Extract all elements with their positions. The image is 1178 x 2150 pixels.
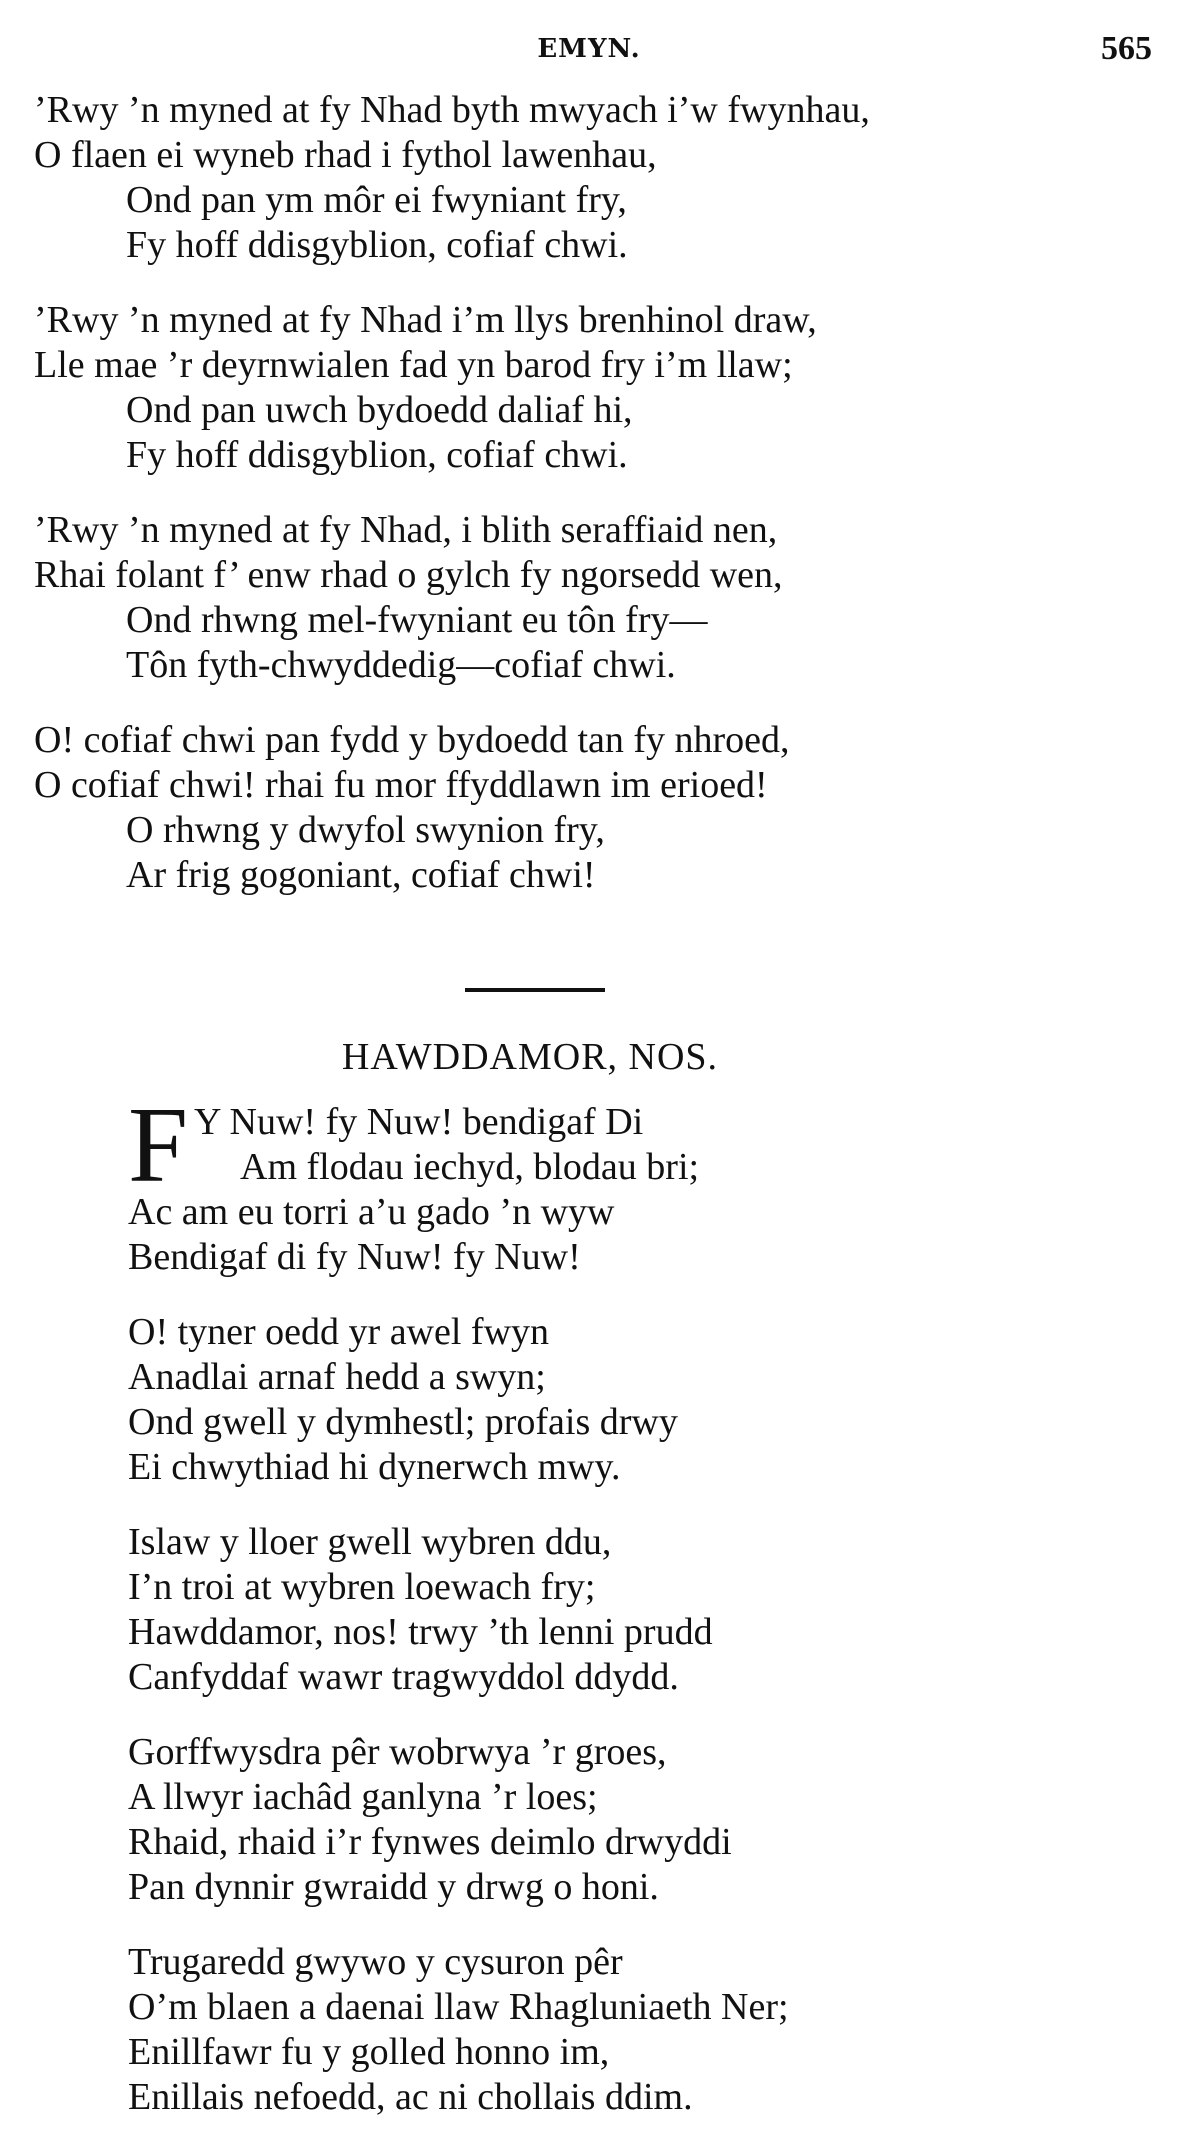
verse-line: Ond pan uwch bydoedd daliaf hi, xyxy=(126,389,633,431)
verse-line: O flaen ei wyneb rhad i fythol lawenhau, xyxy=(34,134,657,176)
section-divider xyxy=(465,988,605,992)
verse-line: Gorffwysdra pêr wobrwya ’r groes, xyxy=(128,1731,667,1773)
stanza xyxy=(34,718,1154,898)
poem-title: HAWDDAMOR, NOS. xyxy=(341,1036,719,1078)
verse-line: O cofiaf chwi! rhai fu mor ffyddlawn im erioed! xyxy=(34,764,768,806)
verse-line: O! tyner oedd yr awel fwyn xyxy=(128,1311,550,1353)
verse-line: ’Rwy ’n myned at fy Nhad byth mwyach i’w fwynhau, xyxy=(34,89,870,131)
stanza xyxy=(34,1086,1154,1280)
poem-two xyxy=(34,1086,1154,2150)
verse-line: Pan dynnir gwraidd y drwg o honi. xyxy=(128,1866,659,1908)
page-number: 565 xyxy=(1101,30,1152,67)
verse-line: Enillfawr fu y golled honno im, xyxy=(128,2031,610,2073)
verse-line: A llwyr iachâd ganlyna ’r loes; xyxy=(128,1776,598,1818)
stanza xyxy=(34,1310,1154,1490)
verse-line: Lle mae ’r deyrnwialen fad yn barod fry i’m llaw; xyxy=(34,344,793,386)
verse-line: Anadlai arnaf hedd a swyn; xyxy=(128,1356,546,1398)
poem-one xyxy=(34,88,1154,928)
stanza xyxy=(34,298,1154,478)
stanza xyxy=(34,508,1154,688)
verse-line: Trugaredd gwywo y cysuron pêr xyxy=(128,1941,623,1983)
running-title: EMYN. xyxy=(537,34,641,64)
verse-line: Y Nuw! fy Nuw! bendigaf Di xyxy=(194,1101,644,1143)
stanza xyxy=(34,1730,1154,1910)
stanza xyxy=(34,1940,1154,2120)
verse-line: Ond gwell y dymhestl; profais drwy xyxy=(128,1401,678,1443)
verse-line: O’m blaen a daenai llaw Rhagluniaeth Ner; xyxy=(128,1986,789,2028)
verse-line: Am flodau iechyd, blodau bri; xyxy=(240,1146,700,1188)
verse-line: ’Rwy ’n myned at fy Nhad i’m llys brenhinol draw, xyxy=(34,299,817,341)
verse-line: Tôn fyth-chwyddedig—cofiaf chwi. xyxy=(126,644,676,686)
stanza xyxy=(34,88,1154,268)
verse-line: Ac am eu torri a’u gado ’n wyw xyxy=(128,1191,615,1233)
verse-line: Bendigaf di fy Nuw! fy Nuw! xyxy=(128,1236,581,1278)
verse-line: O rhwng y dwyfol swynion fry, xyxy=(126,809,605,851)
verse-line: Ar frig gogoniant, cofiaf chwi! xyxy=(126,854,596,896)
verse-line: ’Rwy ’n myned at fy Nhad, i blith seraffiaid nen, xyxy=(34,509,778,551)
running-head xyxy=(0,30,1178,70)
verse-line: O! cofiaf chwi pan fydd y bydoedd tan fy nhroed, xyxy=(34,719,790,761)
verse-line: Fy hoff ddisgyblion, cofiaf chwi. xyxy=(126,434,628,476)
drop-cap: F xyxy=(128,1086,189,1205)
stanza xyxy=(34,1520,1154,1700)
verse-line: Ei chwythiad hi dynerwch mwy. xyxy=(128,1446,621,1488)
verse-line: Hawddamor, nos! trwy ’th lenni prudd xyxy=(128,1611,713,1653)
verse-line: Ond pan ym môr ei fwyniant fry, xyxy=(126,179,627,221)
verse-line: Rhaid, rhaid i’r fynwes deimlo drwyddi xyxy=(128,1821,732,1863)
verse-line: Islaw y lloer gwell wybren ddu, xyxy=(128,1521,612,1563)
verse-line: Fy hoff ddisgyblion, cofiaf chwi. xyxy=(126,224,628,266)
verse-line: Enillais nefoedd, ac ni chollais ddim. xyxy=(128,2076,693,2118)
verse-line: Rhai folant f’ enw rhad o gylch fy ngorsedd wen, xyxy=(34,554,783,596)
verse-line: I’n troi at wybren loewach fry; xyxy=(128,1566,596,1608)
verse-line: Ond rhwng mel-fwyniant eu tôn fry— xyxy=(126,599,708,641)
verse-line: Canfyddaf wawr tragwyddol ddydd. xyxy=(128,1656,679,1698)
